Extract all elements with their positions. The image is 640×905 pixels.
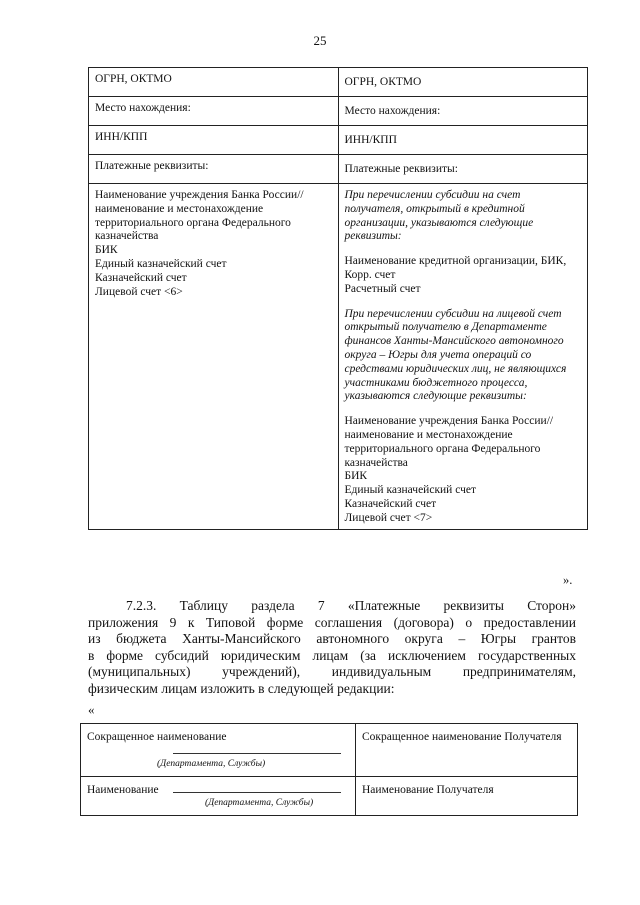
right-personal-detail-bik: БИК [344, 470, 368, 483]
right-personal-detail-single-treasury-account: Единый казначейский счет [344, 484, 477, 497]
full-name-cell [81, 777, 356, 816]
inn-kpp-left: ИНН/КПП [89, 126, 339, 155]
paragraph-line: в форме субсидий юридическим лицам (за исключением государственных [88, 647, 576, 663]
right-intro-credit: При перечислении субсидии на счет получателя, открытый в кредитной организации, указываются следующие реквизиты: [344, 189, 534, 243]
paragraph-7-2-3 [88, 598, 576, 698]
paragraph-line: из бюджета Ханты-Мансийского автономного округа – Югры грантов [88, 631, 576, 647]
table-row [81, 777, 578, 816]
left-details-cell [89, 184, 339, 530]
payment-details-right: Платежные реквизиты: [338, 155, 588, 184]
table-row [89, 97, 588, 126]
table-row [81, 724, 578, 777]
table-row [89, 126, 588, 155]
short-name-underline [173, 753, 341, 754]
page-number: 25 [313, 33, 327, 48]
ogrn-oktmo-left: ОГРН, ОКТМО [89, 68, 339, 97]
short-name-label: Сокращенное наименование [87, 731, 227, 743]
paragraph-line: 7.2.3. Таблицу раздела 7 «Платежные реквизиты Сторон» [126, 598, 576, 613]
full-name-sublabel: (Департамента, Службы) [205, 798, 314, 808]
left-detail-bik: БИК [95, 244, 118, 257]
paragraph-line: (муниципальных) учреждений), индивидуальным предпринимателям, [88, 664, 576, 680]
right-personal-detail-bank-name: Наименование учреждения Банка России// наименование и местонахождение территориального органа Федерального казначейства [344, 415, 554, 469]
right-personal-detail-personal-account: Лицевой счет <7> [344, 511, 433, 524]
ogrn-oktmo-right: ОГРН, ОКТМО [338, 68, 588, 97]
recipient-full-name-cell: Наименование Получателя [356, 777, 578, 816]
closing-quote-mark: ». [563, 573, 573, 587]
table-row [89, 68, 588, 97]
location-left: Место нахождения: [89, 97, 339, 126]
right-intro-personal: При перечислении субсидии на лицевой счет открытый получателю в Департаменте финансов Ханты-Мансийского автономного округа – Югры для учета операций со средствами юридических лиц, не являющихся участниками бюджетного процесса, указываются следующие реквизиты: [344, 307, 567, 403]
left-detail-treasury-account: Казначейский счет [95, 271, 187, 284]
recipient-short-name-cell: Сокращенное наименование Получателя [356, 724, 578, 777]
short-name-sublabel: (Департамента, Службы) [157, 759, 266, 769]
full-name-label: Наименование [87, 784, 159, 796]
full-name-underline [173, 792, 341, 793]
name-table [80, 723, 578, 816]
inn-kpp-right: ИНН/КПП [338, 126, 588, 155]
table-row [89, 155, 588, 184]
location-right: Место нахождения: [338, 97, 588, 126]
payment-details-left: Платежные реквизиты: [89, 155, 339, 184]
left-detail-single-treasury-account: Единый казначейский счет [95, 257, 227, 270]
payment-requisites-table [88, 67, 588, 530]
right-personal-detail-treasury-account: Казначейский счет [344, 497, 437, 510]
table-row [89, 184, 588, 530]
paragraph-line: физическим лицам изложить в следующей редакции: [88, 680, 395, 696]
short-name-cell [81, 724, 356, 777]
right-credit-detail-bank: Наименование кредитной организации, БИК, Корр. счет [344, 255, 567, 281]
paragraph-line: приложения 9 к Типовой форме соглашения (договора) о предоставлении [88, 614, 576, 630]
opening-quote-mark: « [88, 702, 95, 717]
left-detail-personal-account: Лицевой счет <6> [95, 285, 183, 298]
right-credit-detail-account: Расчетный счет [344, 282, 421, 295]
left-detail-bank-name: Наименование учреждения Банка России// наименование и местонахождение территориального органа Федерального казначейства [95, 189, 304, 243]
right-details-cell [338, 184, 588, 530]
